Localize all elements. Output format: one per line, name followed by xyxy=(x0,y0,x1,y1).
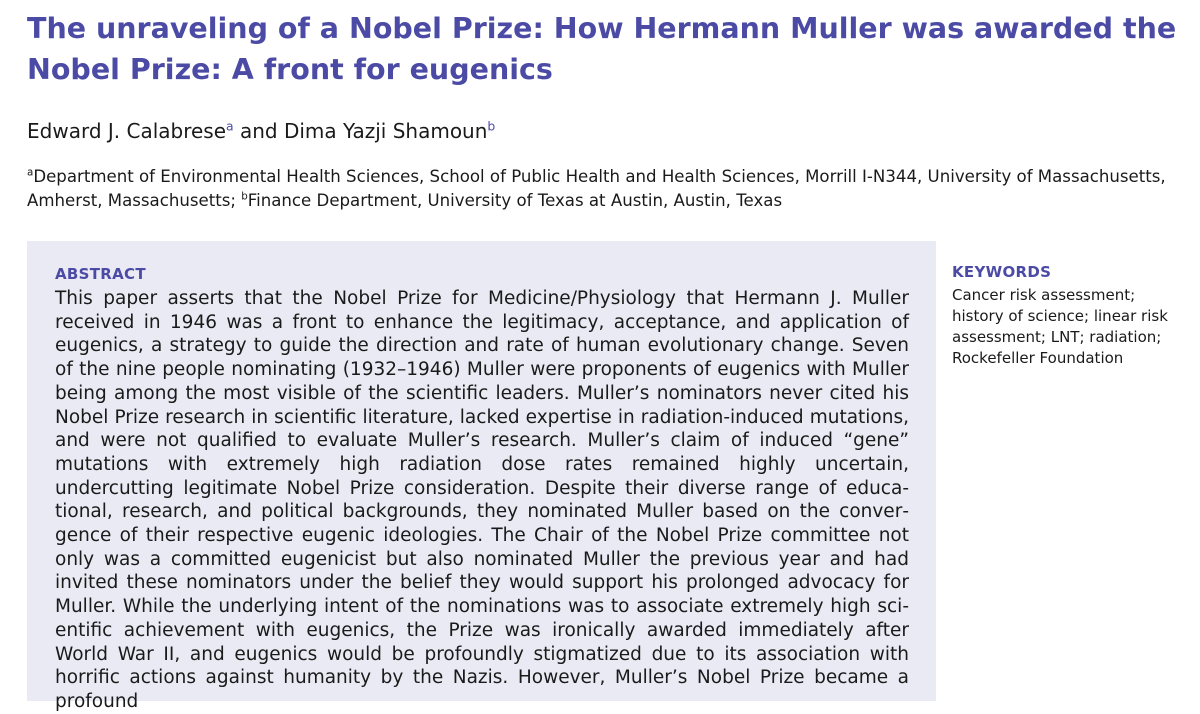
affiliation-text: Finance Department, University of Texas at Austin, Austin, Texas xyxy=(247,190,783,210)
author-separator: and xyxy=(233,119,284,143)
article-title: The unraveling of a Nobel Prize: How Hermann Muller was awarded the Nobel Prize: A front for eugenics xyxy=(27,12,1177,86)
affiliation-superscript: a xyxy=(27,166,34,179)
keywords-heading: KEYWORDS xyxy=(952,263,1052,281)
affiliations xyxy=(27,165,1177,212)
author-name: Dima Yazji Shamoun xyxy=(283,119,488,143)
author-list xyxy=(27,117,495,145)
keywords-text: Cancer risk assessment; history of science; linear risk assessment; LNT; radiation; Rockefeller Foundation xyxy=(952,286,1168,367)
abstract-text: This paper asserts that the Nobel Prize for Medicine/Physiology that Hermann J. Muller received in 1946 was a front to enhance the legitimacy, acceptance, and application of eugenics, a strategy to guide the direction and rate of human evolutionary change. Seven of the nine people nominating (1932–1946) Muller were proponents of eugenics with Muller being among the most visible of the scientific leaders. Muller’s nominators never cited his Nobel Prize research in scientific literature, lacked expertise in radiation-induced mutations, and were not qualified to evaluate Muller’s research. Muller’s claim of induced “gene” mutations with extremely high radiation dose rates remained highly uncertain, undercutting legitimate Nobel Prize consideration. Despite their diverse range of educational, research, and political backgrounds, they nominated Muller based on the convergence of their respective eugenic ideologies. The Chair of the Nobel Prize committee not only was a committed eugenicist but also nominated Muller the previous year and had invited these nominators under the belief they would support his prolonged advocacy for Muller. While the underlying intent of the nominations was to associate extremely high scientific achievement with eugenics, the Prize was ironically awarded immediately after World War II, and eugenics would be profoundly stigmatized due to its association with horrific actions against humanity by the Nazis. However, Muller’s Nobel Prize became a profound xyxy=(55,288,909,712)
affiliation-marker[interactable]: a xyxy=(226,118,234,134)
abstract-heading: ABSTRACT xyxy=(55,265,146,283)
affiliation-text: Department of Environmental Health Sciences, School of Public Health and Health Sciences, Morrill I-N344, University of Massachusetts, Amherst, Massachusetts; xyxy=(27,167,1166,210)
affiliation-marker[interactable]: b xyxy=(487,118,496,134)
author-name: Edward J. Calabrese xyxy=(27,119,227,143)
affiliation-superscript: b xyxy=(241,189,248,202)
